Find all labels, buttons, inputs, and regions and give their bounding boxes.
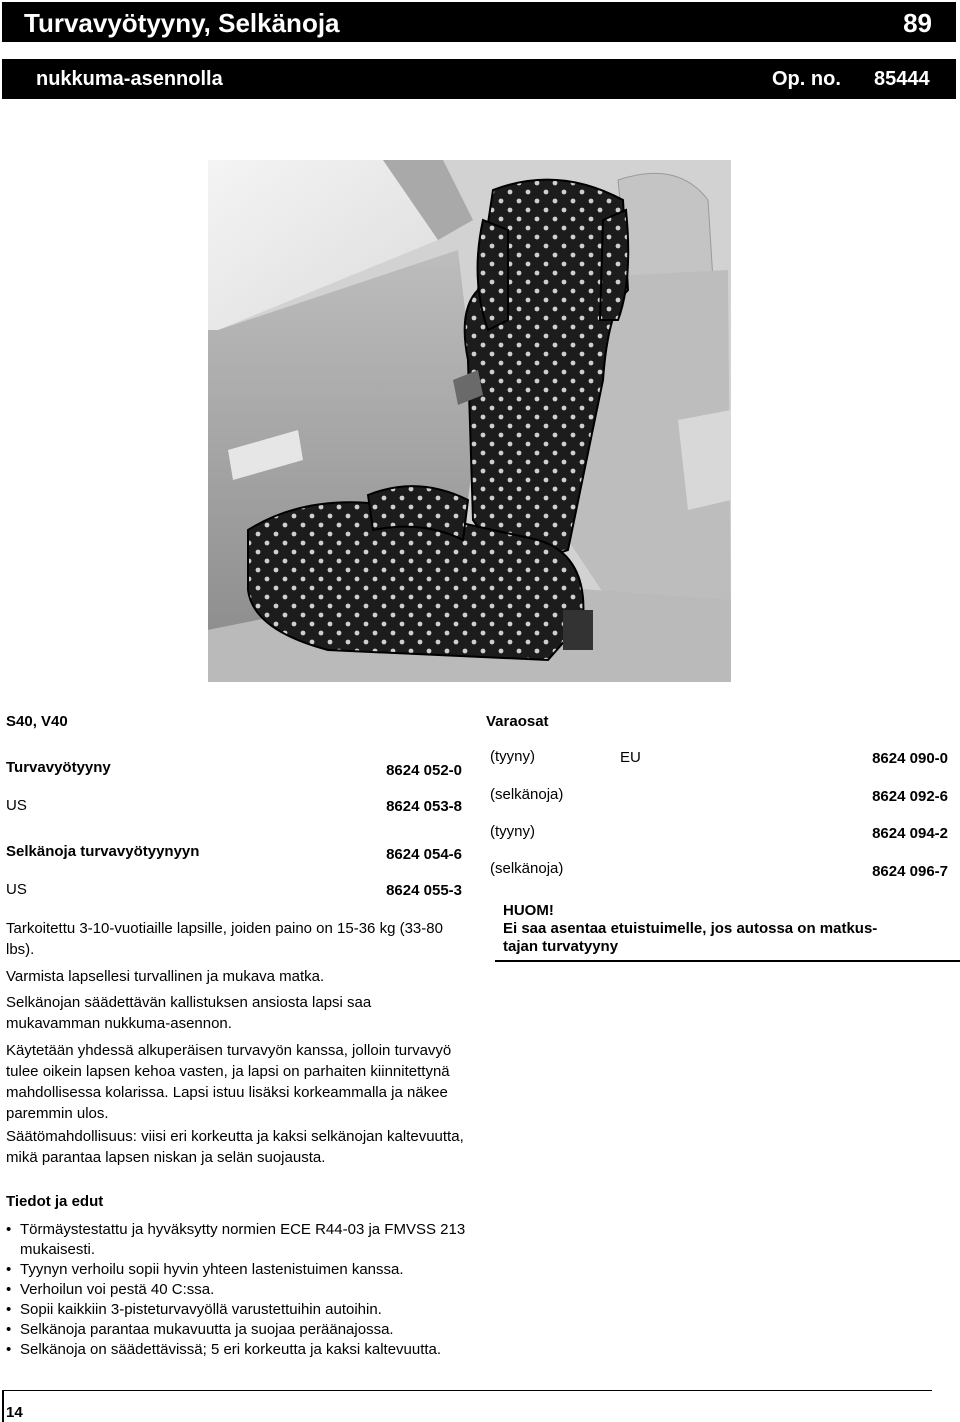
product-code: 8624 052-0 [386,762,462,779]
description-paragraph: Tarkoitettu 3-10-vuotiaille lapsille, joiden paino on 15-36 kg (33-80 lbs). [6,920,443,958]
page-number: 89 [903,8,932,38]
description-paragraph: Selkänojan säädettävän kallistuksen ansiosta lapsi saa mukavamman nukkuma-asennon. [6,994,372,1032]
spare-part-region: EU [620,749,641,766]
product-label: US [6,881,27,898]
feature-item: • Selkänoja on säädettävissä; 5 eri korkeutta ja kaksi kaltevuutta. [6,1340,466,1360]
product-code: 8624 054-6 [386,846,462,863]
warning-title: HUOM! [503,902,554,919]
page-title: Turvavyötyyny, Selkänoja [24,8,340,38]
product-code: 8624 053-8 [386,798,462,815]
footer-rule-vertical [2,1390,4,1422]
product-code: 8624 055-3 [386,882,462,899]
warning-line: Ei saa asentaa etuistuimelle, jos autossa on matkus- [503,920,878,937]
description-paragraph: Säätömahdollisuus: viisi eri korkeutta ja kaksi selkänojan kaltevuutta, mikä parantaa lapsen niskan ja selän suojausta. [6,1128,464,1166]
feature-item: • Sopii kaikkiin 3-pisteturvavyöllä varustettuihin autoihin. [6,1300,466,1320]
warning-note [495,898,960,962]
spare-part-code: 8624 096-7 [872,863,948,880]
spare-part-code: 8624 094-2 [872,825,948,842]
description-paragraph: Käytetään yhdessä alkuperäisen turvavyön kanssa, jolloin turvavyö tulee oikein lapsen kehoa vasten, ja lapsi on parhaiten kiinnitettynä mahdollisessa kolarissa. Lapsi istuu lisäksi korkeammalla ja näkee paremmin ulos. [6,1042,452,1122]
feature-item: • Selkänoja parantaa mukavuutta ja suojaa peräänajossa. [6,1320,466,1340]
features-list [6,1220,466,1360]
product-photo [208,160,731,682]
models-heading: S40, V40 [6,713,68,730]
header-title-bar [2,2,956,42]
car-seat-illustration [208,160,731,682]
spare-parts-heading: Varaosat [486,713,549,730]
warning-line: tajan turvatyyny [503,938,619,955]
header-subtitle-bar [2,59,956,99]
footer-rule [2,1390,932,1391]
spare-part-label: (tyyny) [490,823,535,840]
op-number-label: Op. no. [772,68,841,90]
feature-item: • Tyynyn verhoilu sopii hyvin yhteen lastenistuimen kanssa. [6,1260,466,1280]
footer-page-number: 14 [6,1404,23,1421]
description-paragraph: Varmista lapsellesi turvallinen ja mukava matka. [6,968,325,985]
spare-part-label: (tyyny) [490,748,535,765]
feature-item: • Verhoilun voi pestä 40 C:ssa. [6,1280,466,1300]
product-label: Turvavyötyyny [6,759,111,776]
feature-item: • Törmäystestattu ja hyväksytty normien ECE R44-03 ja FMVSS 213 mukaisesti. [6,1220,466,1260]
spare-part-label: (selkänoja) [490,860,564,877]
spare-part-code: 8624 092-6 [872,788,948,805]
product-label: US [6,797,27,814]
spare-part-code: 8624 090-0 [872,750,948,767]
spare-part-label: (selkänoja) [490,786,564,803]
product-label: Selkänoja turvavyötyynyyn [6,843,200,860]
op-number-value: 85444 [874,68,930,90]
features-heading: Tiedot ja edut [6,1193,104,1210]
page-subtitle: nukkuma-asennolla [36,68,223,90]
